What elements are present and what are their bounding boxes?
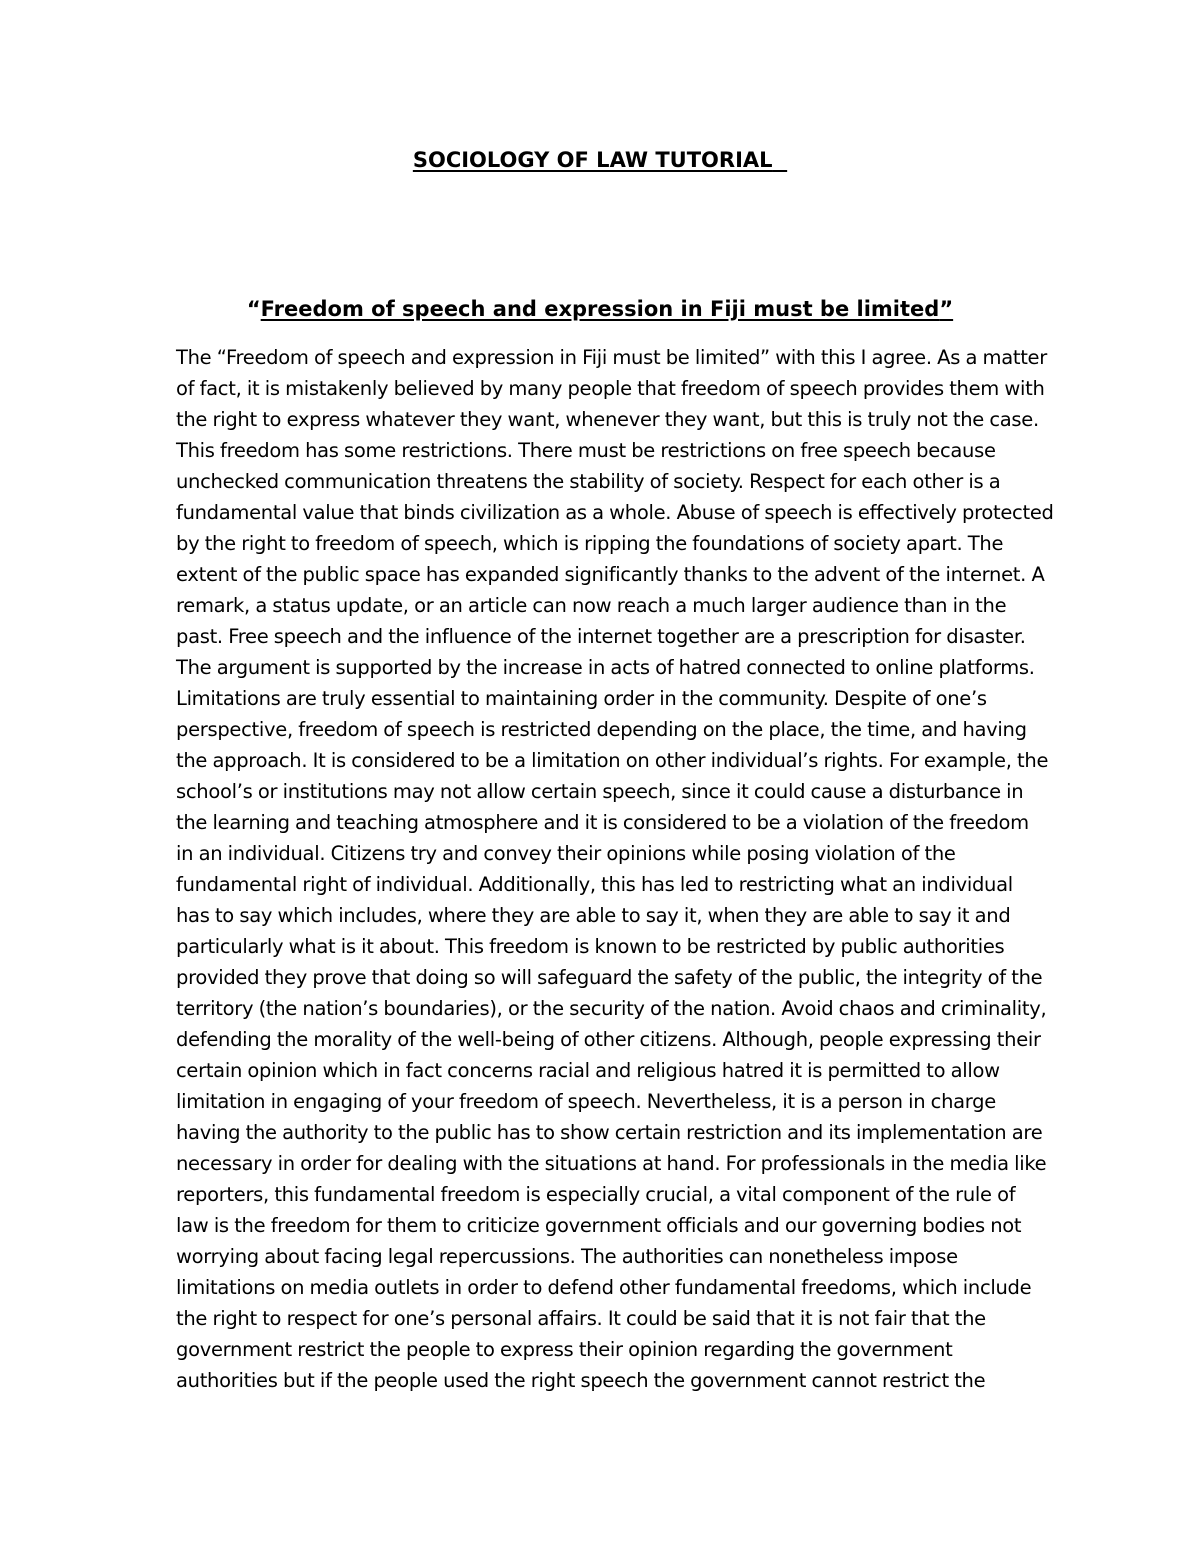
- body-line: perspective, freedom of speech is restricted depending on the place, the time, and having: [176, 718, 1027, 741]
- document-title: [0, 146, 1200, 174]
- body-line: limitations on media outlets in order to defend other fundamental freedoms, which include: [176, 1276, 1032, 1299]
- essay-topic: [0, 295, 1200, 323]
- body-line: law is the freedom for them to criticize government officials and our governing bodies not: [176, 1214, 1022, 1237]
- body-line: limitation in engaging of your freedom of speech. Nevertheless, it is a person in charge: [176, 1090, 996, 1113]
- body-line: authorities but if the people used the right speech the government cannot restrict the: [176, 1369, 986, 1392]
- body-line: The “Freedom of speech and expression in Fiji must be limited” with this I agree. As a matter: [176, 346, 1047, 369]
- body-line: by the right to freedom of speech, which is ripping the foundations of society apart. The: [176, 532, 1004, 555]
- body-line: remark, a status update, or an article can now reach a much larger audience than in the: [176, 594, 1007, 617]
- body-line: certain opinion which in fact concerns racial and religious hatred it is permitted to allow: [176, 1059, 1000, 1082]
- body-line: defending the morality of the well-being of other citizens. Although, people expressing their: [176, 1028, 1041, 1051]
- body-line: government restrict the people to express their opinion regarding the government: [176, 1338, 953, 1361]
- body-line: reporters, this fundamental freedom is especially crucial, a vital component of the rule of: [176, 1183, 1016, 1206]
- body-line: fundamental right of individual. Additionally, this has led to restricting what an individual: [176, 873, 1013, 896]
- body-line: worrying about facing legal repercussions. The authorities can nonetheless impose: [176, 1245, 958, 1268]
- body-line: has to say which includes, where they are able to say it, when they are able to say it and: [176, 904, 1011, 927]
- body-line: particularly what is it about. This freedom is known to be restricted by public authorities: [176, 935, 1005, 958]
- body-line: extent of the public space has expanded significantly thanks to the advent of the internet. A: [176, 563, 1045, 586]
- body-line: provided they prove that doing so will safeguard the safety of the public, the integrity of the: [176, 966, 1043, 989]
- body-line: in an individual. Citizens try and convey their opinions while posing violation of the: [176, 842, 956, 865]
- document-title-trailing: [773, 148, 788, 172]
- body-line: school’s or institutions may not allow certain speech, since it could cause a disturbance in: [176, 780, 1024, 803]
- body-line: the right to express whatever they want, whenever they want, but this is truly not the case.: [176, 408, 1039, 431]
- document-title-text: SOCIOLOGY OF LAW TUTORIAL: [412, 148, 773, 172]
- essay-body: [176, 342, 1076, 1396]
- body-line: The argument is supported by the increase in acts of hatred connected to online platforms.: [176, 656, 1035, 679]
- body-line: the right to respect for one’s personal affairs. It could be said that it is not fair that the: [176, 1307, 986, 1330]
- body-line: having the authority to the public has to show certain restriction and its implementation are: [176, 1121, 1043, 1144]
- topic-text: Freedom of speech and expression in Fiji must be limited: [260, 297, 940, 321]
- body-line: the approach. It is considered to be a limitation on other individual’s rights. For example, the: [176, 749, 1049, 772]
- body-line: territory (the nation’s boundaries), or the security of the nation. Avoid chaos and criminality,: [176, 997, 1047, 1020]
- body-line: Limitations are truly essential to maintaining order in the community. Despite of one’s: [176, 687, 987, 710]
- body-line: of fact, it is mistakenly believed by many people that freedom of speech provides them with: [176, 377, 1045, 400]
- body-line: necessary in order for dealing with the situations at hand. For professionals in the media like: [176, 1152, 1047, 1175]
- body-line: the learning and teaching atmosphere and it is considered to be a violation of the freedom: [176, 811, 1029, 834]
- body-line: past. Free speech and the influence of the internet together are a prescription for disaster.: [176, 625, 1026, 648]
- body-line: unchecked communication threatens the stability of society. Respect for each other is a: [176, 470, 1001, 493]
- body-line: This freedom has some restrictions. There must be restrictions on free speech because: [176, 439, 996, 462]
- topic-close-quote: ”: [939, 297, 954, 321]
- topic-open-quote: “: [246, 297, 261, 321]
- body-line: fundamental value that binds civilization as a whole. Abuse of speech is effectively protected: [176, 501, 1054, 524]
